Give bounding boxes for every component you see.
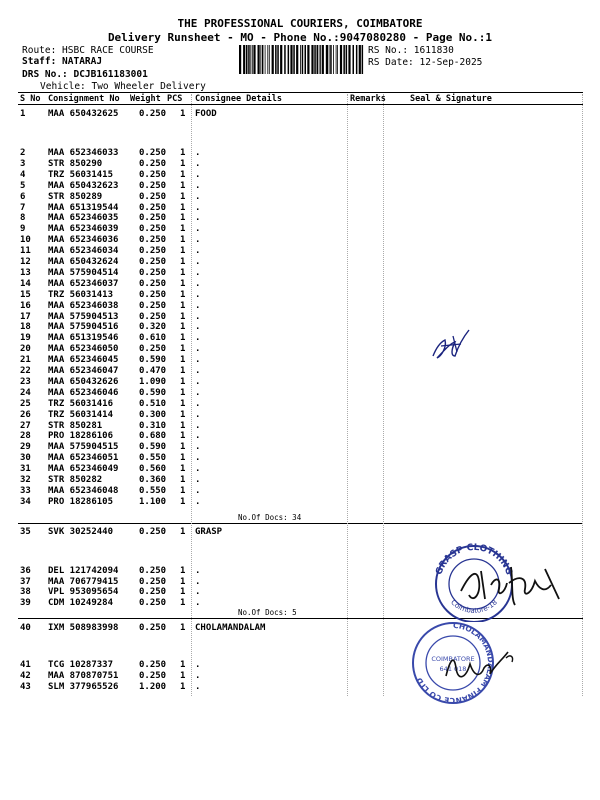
col-consignment: Consignment No [48,94,120,104]
row-consignee-details: . [195,224,201,235]
row-pcs: 1 [180,420,186,431]
row-pcs: 1 [180,475,186,485]
staff-label: Staff: NATARAJ [22,56,103,67]
col-seal-signature: Seal & Signature [410,94,492,104]
col-sno: S No [20,94,41,104]
row-weight: 0.590 [139,442,167,453]
recipient-signature-2 [455,555,573,610]
row-consignee-details: . [195,366,201,376]
row-pcs: 1 [180,355,186,366]
row-consignment-no: MAA 652346034 [48,246,119,257]
row-sno: 37 [20,576,31,587]
table-row [0,355,600,365]
row-sno: 31 [20,464,31,475]
barcode-image [239,45,364,74]
group-divider-1 [18,523,583,524]
row-consignment-no: SVK 30252440 [48,527,114,537]
table-row [0,527,600,537]
table-row [0,497,600,507]
row-sno: 12 [20,257,31,267]
row-consignment-no: MAA 652346037 [48,278,119,289]
row-consignee-details: . [195,158,201,169]
row-consignment-no: MAA 652346046 [48,387,119,398]
row-consignee-details: . [195,213,201,224]
row-consignment-no: MAA 650432624 [48,257,119,267]
row-consignee-details: . [195,387,201,398]
row-pcs: 1 [180,344,186,355]
row-consignment-no: IXM 508983998 [48,623,119,633]
table-row [0,475,600,485]
table-row [0,431,600,441]
row-sno: 30 [20,453,31,464]
table-row [0,148,600,158]
row-consignment-no: MAA 575904513 [48,311,119,322]
row-consignment-no: MAA 652346039 [48,224,119,235]
table-row [0,312,600,322]
row-consignment-no: MAA 652346045 [48,355,119,366]
row-consignee-details: . [195,322,201,333]
row-pcs: 1 [180,398,186,409]
row-sno: 18 [20,322,31,333]
row-pcs: 1 [180,322,186,333]
row-consignee-details: . [195,289,201,300]
table-row [0,170,600,180]
row-consignment-no: TCG 10287337 [48,660,114,670]
row-weight: 1.200 [139,682,167,692]
row-pcs: 1 [180,387,186,398]
row-weight: 0.250 [139,202,167,213]
row-consignee-details: . [195,267,201,278]
row-consignee-details: . [195,682,201,692]
row-consignee-details: FOOD [195,109,217,119]
table-row [0,421,600,431]
row-pcs: 1 [180,442,186,453]
row-consignment-no: TRZ 56031415 [48,169,114,180]
row-sno: 40 [20,623,31,633]
row-sno: 27 [20,420,31,431]
row-consignee-details: . [195,246,201,257]
row-pcs: 1 [180,566,186,576]
row-consignment-no: MAA 651319544 [48,202,119,213]
row-consignee-details: . [195,566,201,576]
row-consignee-details: . [195,278,201,289]
col-consignee-details: Consignee Details [195,94,282,104]
row-pcs: 1 [180,311,186,322]
row-consignment-no: MAA 650432625 [48,109,119,119]
row-pcs: 1 [180,671,186,681]
header-top-rule [18,92,583,93]
row-pcs: 1 [180,333,186,344]
table-row [0,399,600,409]
row-pcs: 1 [180,246,186,257]
company-title: THE PROFESSIONAL COURIERS, COIMBATORE [177,17,423,30]
row-weight: 0.550 [139,485,167,496]
vehicle-label: Vehicle: Two Wheeler Delivery [40,81,206,92]
recipient-signature-3 [440,642,520,690]
row-consignee-details: . [195,398,201,409]
row-weight: 0.250 [139,158,167,169]
row-weight: 0.250 [139,235,167,246]
row-consignee-details: . [195,191,201,202]
row-pcs: 1 [180,109,186,119]
grasp-stamp-top-text: GRASP CLOTHING [434,542,514,577]
row-weight: 0.250 [139,213,167,224]
chola-stamp-center-line2: 641 018 [439,665,467,673]
table-row [0,453,600,463]
row-sno: 9 [20,224,26,235]
row-pcs: 1 [180,496,186,507]
row-weight: 0.250 [139,344,167,355]
chola-stamp-center-line1: COIMBATORE [431,655,475,663]
row-sno: 3 [20,158,26,169]
row-weight: 0.250 [139,169,167,180]
row-weight: 1.100 [139,496,167,507]
row-weight: 0.250 [139,623,167,633]
drs-number: DRS No.: DCJB161183001 [22,69,148,80]
row-consignment-no: MAA 650432626 [48,376,119,387]
row-consignee-details: . [195,180,201,191]
row-sno: 7 [20,202,26,213]
row-consignee-details: . [195,485,201,496]
row-weight: 0.250 [139,246,167,257]
row-pcs: 1 [180,409,186,420]
row-pcs: 1 [180,169,186,180]
row-consignee-details: . [195,355,201,366]
row-sno: 29 [20,442,31,453]
row-pcs: 1 [180,191,186,202]
row-sno: 28 [20,431,31,442]
row-consignee-details: . [195,496,201,507]
chola-stamp-ring-text: CHOLAMANDALAM FINANCE CO LTD [414,620,496,706]
row-weight: 0.250 [139,576,167,587]
table-row [0,224,600,234]
row-consignment-no: MAA 870870751 [48,671,119,681]
row-consignment-no: MAA 651319546 [48,333,119,344]
row-sno: 16 [20,300,31,311]
row-sno: 19 [20,333,31,344]
row-consignee-details: . [195,671,201,681]
row-weight: 0.250 [139,109,167,119]
table-row [0,322,600,332]
row-consignee-details: . [195,300,201,311]
row-weight: 0.250 [139,300,167,311]
table-row [0,623,600,633]
row-consignment-no: MAA 652346050 [48,344,119,355]
table-row [0,442,600,452]
row-sno: 43 [20,682,31,692]
row-weight: 0.680 [139,431,167,442]
row-sno: 17 [20,311,31,322]
row-sno: 36 [20,566,31,576]
row-consignment-no: VPL 953095654 [48,587,119,598]
row-weight: 0.590 [139,355,167,366]
row-consignment-no: MAA 652346051 [48,453,119,464]
row-sno: 34 [20,496,31,507]
row-consignment-no: MAA 652346049 [48,464,119,475]
row-pcs: 1 [180,300,186,311]
row-sno: 4 [20,169,26,180]
row-weight: 0.250 [139,289,167,300]
row-weight: 0.550 [139,453,167,464]
row-consignee-details: . [195,257,201,267]
row-weight: 0.610 [139,333,167,344]
row-consignee-details: . [195,311,201,322]
row-pcs: 1 [180,660,186,670]
row-weight: 0.250 [139,527,167,537]
row-consignee-details: . [195,442,201,453]
row-consignee-details: . [195,148,201,158]
row-consignee-details: . [195,475,201,485]
table-row [0,486,600,496]
row-consignee-details: . [195,333,201,344]
row-consignment-no: STR 850282 [48,475,103,485]
table-row [0,344,600,354]
row-sno: 11 [20,246,31,257]
row-weight: 0.250 [139,191,167,202]
row-sno: 25 [20,398,31,409]
row-pcs: 1 [180,598,186,609]
row-weight: 0.250 [139,224,167,235]
row-consignment-no: TRZ 56031414 [48,409,114,420]
row-consignment-no: MAA 652346036 [48,235,119,246]
row-pcs: 1 [180,587,186,598]
col-remarks: Remarks [350,94,386,104]
row-consignee-details: . [195,420,201,431]
row-sno: 22 [20,366,31,376]
row-weight: 0.250 [139,267,167,278]
row-weight: 0.360 [139,475,167,485]
row-sno: 14 [20,278,31,289]
row-pcs: 1 [180,148,186,158]
row-pcs: 1 [180,158,186,169]
row-weight: 0.250 [139,257,167,267]
row-consignee-details: . [195,576,201,587]
table-row [0,301,600,311]
row-weight: 1.090 [139,376,167,387]
row-sno: 26 [20,409,31,420]
row-consignee-details: . [195,464,201,475]
row-consignment-no: TRZ 56031416 [48,398,114,409]
row-pcs: 1 [180,267,186,278]
table-row [0,159,600,169]
table-row [0,109,600,119]
row-consignment-no: MAA 652346033 [48,148,119,158]
row-weight: 0.300 [139,409,167,420]
table-row [0,388,600,398]
row-consignee-details: . [195,431,201,442]
row-pcs: 1 [180,224,186,235]
row-pcs: 1 [180,202,186,213]
table-row [0,290,600,300]
row-sno: 6 [20,191,26,202]
row-pcs: 1 [180,289,186,300]
row-sno: 35 [20,527,31,537]
row-sno: 41 [20,660,31,670]
row-consignment-no: MAA 575904516 [48,322,119,333]
col-pcs: PCS [167,94,183,104]
row-pcs: 1 [180,464,186,475]
runsheet-subtitle: Delivery Runsheet - MO - Phone No.:9047080280 - Page No.:1 [107,31,493,44]
row-sno: 5 [20,180,26,191]
row-consignment-no: MAA 652346038 [48,300,119,311]
row-consignee-details: GRASP [195,527,223,537]
row-consignee-details: . [195,169,201,180]
row-weight: 0.310 [139,420,167,431]
table-row [0,257,600,267]
row-pcs: 1 [180,576,186,587]
row-sno: 10 [20,235,31,246]
row-sno: 21 [20,355,31,366]
group-doc-count-1: No.Of Docs: 34 [238,513,302,522]
row-weight: 0.250 [139,660,167,670]
grasp-stamp-bottom-text: Coimbatore-18 [449,598,499,615]
row-sno: 38 [20,587,31,598]
row-weight: 0.250 [139,671,167,681]
row-weight: 0.510 [139,398,167,409]
table-row [0,268,600,278]
row-pcs: 1 [180,431,186,442]
row-weight: 0.560 [139,464,167,475]
row-sno: 15 [20,289,31,300]
table-row [0,377,600,387]
row-weight: 0.590 [139,387,167,398]
table-row [0,333,600,343]
header-bottom-rule [18,104,583,105]
table-row [0,213,600,223]
row-weight: 0.250 [139,598,167,609]
row-consignment-no: DEL 121742094 [48,566,119,576]
row-consignment-no: MAA 706779415 [48,576,119,587]
row-weight: 0.250 [139,180,167,191]
table-row [0,279,600,289]
table-row [0,192,600,202]
table-row [0,366,600,376]
row-sno: 13 [20,267,31,278]
row-pcs: 1 [180,527,186,537]
row-weight: 0.470 [139,366,167,376]
row-sno: 32 [20,475,31,485]
table-row [0,464,600,474]
row-pcs: 1 [180,376,186,387]
table-row [0,235,600,245]
row-consignment-no: STR 850289 [48,191,103,202]
col-weight: Weight [130,94,161,104]
row-sno: 20 [20,344,31,355]
row-consignment-no: MAA 652346047 [48,366,119,376]
row-sno: 2 [20,148,26,158]
row-sno: 39 [20,598,31,609]
row-consignee-details: . [195,453,201,464]
row-consignment-no: SLM 377965526 [48,682,119,692]
row-consignment-no: MAA 652346035 [48,213,119,224]
row-consignee-details: . [195,598,201,609]
row-weight: 0.250 [139,311,167,322]
row-consignee-details: . [195,235,201,246]
table-row [0,181,600,191]
row-sno: 1 [20,109,26,119]
row-consignment-no: MAA 575904514 [48,267,119,278]
row-weight: 0.250 [139,148,167,158]
group-doc-count-2: No.Of Docs: 5 [238,608,297,617]
table-row [0,203,600,213]
row-pcs: 1 [180,278,186,289]
row-sno: 24 [20,387,31,398]
row-consignment-no: MAA 650432623 [48,180,119,191]
row-pcs: 1 [180,257,186,267]
row-consignee-details: . [195,409,201,420]
row-weight: 0.250 [139,587,167,598]
row-consignee-details: . [195,587,201,598]
row-consignee-details: . [195,344,201,355]
row-sno: 8 [20,213,26,224]
row-consignment-no: CDM 10249284 [48,598,114,609]
row-consignment-no: MAA 575904515 [48,442,119,453]
table-row [0,246,600,256]
row-consignee-details: CHOLAMANDALAM [195,623,266,633]
row-consignment-no: STR 850281 [48,420,103,431]
row-weight: 0.320 [139,322,167,333]
row-consignment-no: MAA 652346048 [48,485,119,496]
recipient-signature-1 [425,322,475,370]
row-weight: 0.250 [139,566,167,576]
row-consignment-no: PRO 18286106 [48,431,114,442]
row-weight: 0.250 [139,278,167,289]
row-sno: 23 [20,376,31,387]
rs-date: RS Date: 12-Sep-2025 [368,57,483,68]
rs-number: RS No.: 1611830 [368,45,454,56]
table-row [0,410,600,420]
row-sno: 33 [20,485,31,496]
row-consignee-details: . [195,202,201,213]
row-consignment-no: PRO 18286105 [48,496,114,507]
row-consignment-no: STR 850290 [48,158,103,169]
row-pcs: 1 [180,180,186,191]
row-pcs: 1 [180,235,186,246]
row-consignee-details: . [195,376,201,387]
route-label: Route: HSBC RACE COURSE [22,45,154,56]
row-pcs: 1 [180,453,186,464]
row-pcs: 1 [180,623,186,633]
row-pcs: 1 [180,366,186,376]
row-consignee-details: . [195,660,201,670]
row-sno: 42 [20,671,31,681]
row-pcs: 1 [180,213,186,224]
row-pcs: 1 [180,485,186,496]
row-consignment-no: TRZ 56031413 [48,289,114,300]
row-pcs: 1 [180,682,186,692]
